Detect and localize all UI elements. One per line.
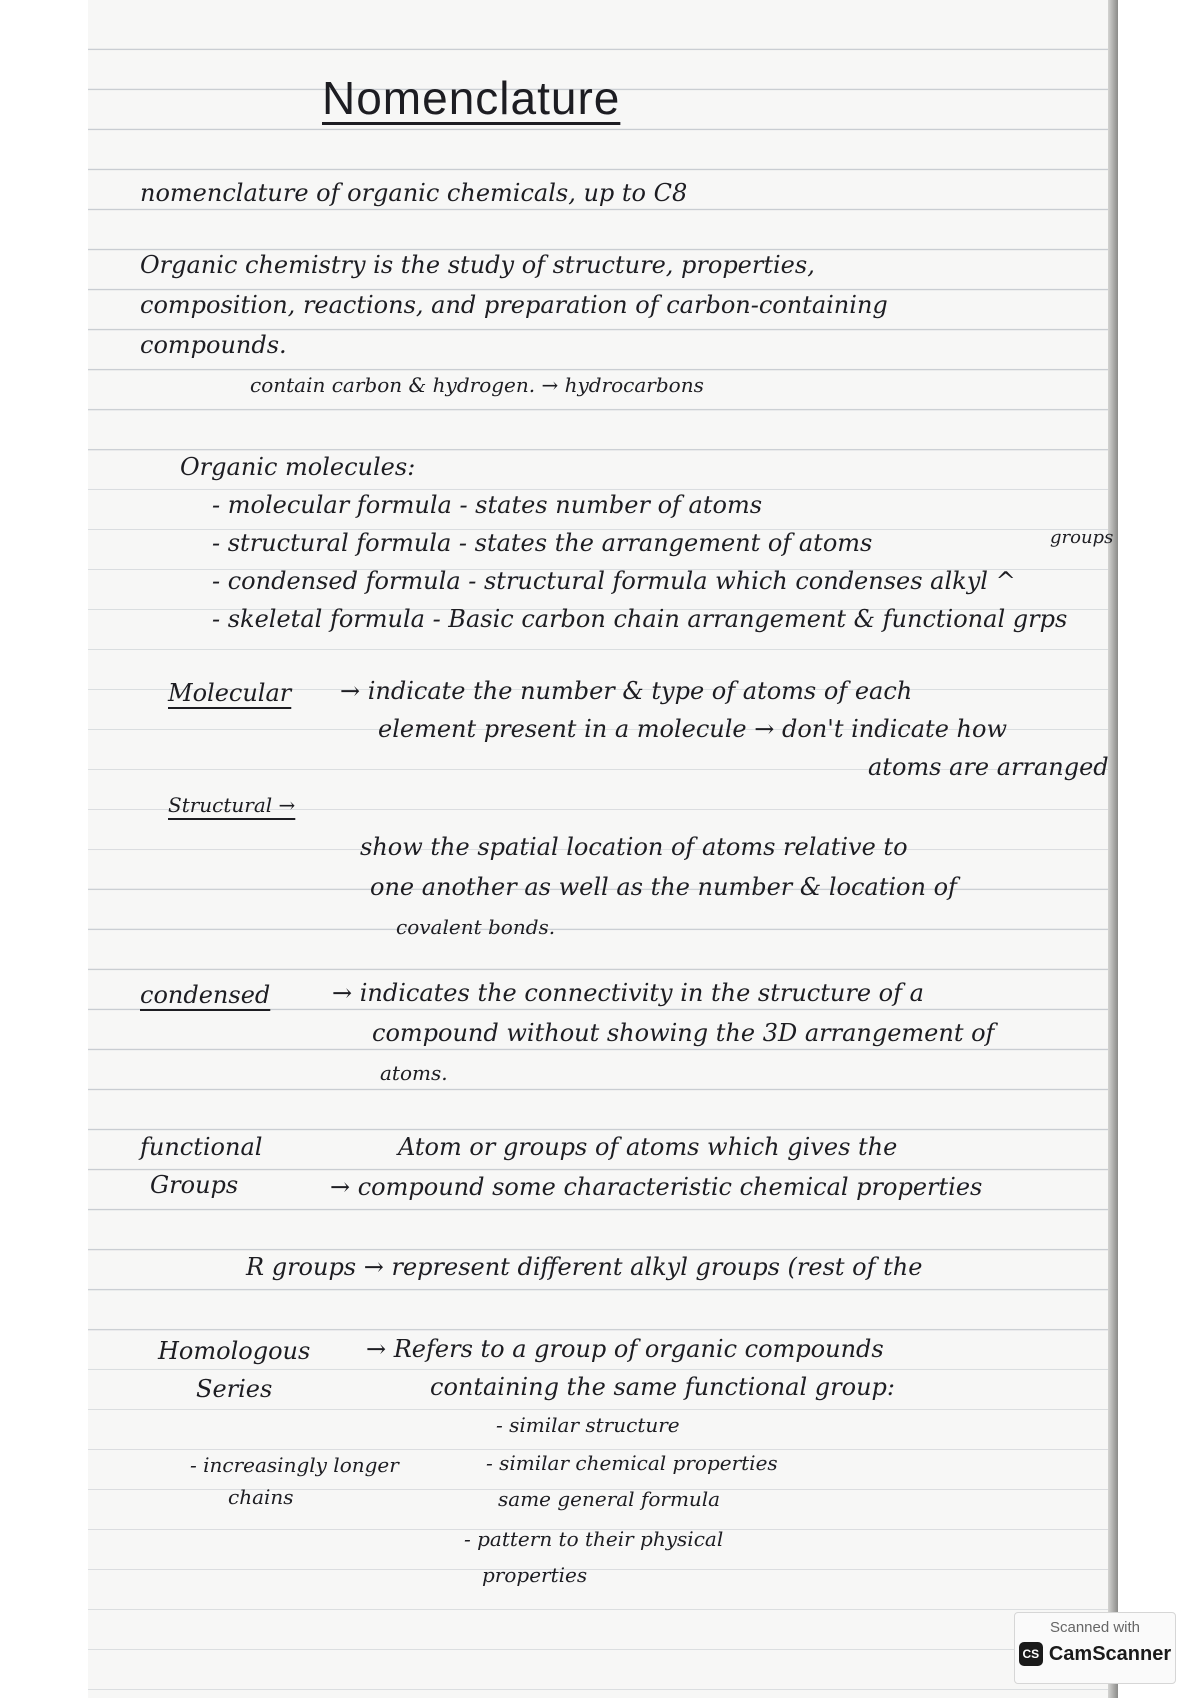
structural-label: Structural → — [168, 793, 296, 817]
condensed-label: condensed — [140, 981, 271, 1009]
condensed-line-2: compound without showing the 3D arrangement of — [372, 1019, 995, 1047]
subtitle: nomenclature of organic chemicals, up to C8 — [140, 179, 688, 207]
functional-label-2: Groups — [150, 1171, 239, 1199]
intro-line-3: compounds. — [140, 331, 287, 359]
molecular-line-2: element present in a molecule → don't indicate how — [378, 715, 1007, 743]
structural-line-2: one another as well as the number & location of — [370, 873, 957, 901]
homologous-line-1: → Refers to a group of organic compounds — [366, 1335, 884, 1363]
list-item: - molecular formula - states number of atoms — [212, 491, 763, 519]
condensed-line-1: → indicates the connectivity in the structure of a — [332, 979, 924, 1007]
homologous-label-1: Homologous — [158, 1337, 311, 1365]
homologous-list-item: - similar chemical properties — [486, 1451, 778, 1475]
list-item: - condensed formula - structural formula which condenses alkyl ^ — [212, 567, 1016, 595]
structural-line-1: show the spatial location of atoms relative to — [360, 833, 908, 861]
homologous-list-item: - similar structure — [496, 1413, 680, 1437]
homologous-list-item: - pattern to their physical — [464, 1527, 724, 1551]
functional-line-1: Atom or groups of atoms which gives the — [398, 1133, 898, 1161]
camscanner-logo-icon: CS — [1019, 1642, 1043, 1666]
list-item: - skeletal formula - Basic carbon chain arrangement & functional grps — [212, 605, 1068, 633]
list-item: - structural formula - states the arrangement of atoms — [212, 529, 873, 557]
watermark-brand-row — [1015, 1642, 1175, 1666]
condensed-line-3: atoms. — [380, 1061, 448, 1085]
homologous-list-item: same general formula — [498, 1487, 721, 1511]
intro-line-2: composition, reactions, and preparation of carbon-containing — [140, 291, 888, 319]
intro-line-4: contain carbon & hydrogen. → hydrocarbons — [250, 373, 704, 397]
homologous-line-2: containing the same functional group: — [430, 1373, 895, 1401]
molecular-label: Molecular — [168, 679, 292, 707]
organic-molecules-heading: Organic molecules: — [180, 453, 416, 481]
homologous-list-item: properties — [482, 1563, 588, 1587]
functional-line-2: → compound some characteristic chemical properties — [330, 1173, 983, 1201]
structural-line-3: covalent bonds. — [396, 915, 556, 939]
groups-note: groups — [1050, 527, 1114, 548]
molecular-line-1: → indicate the number & type of atoms of each — [340, 677, 913, 705]
watermark-caption: Scanned with — [1049, 1619, 1141, 1636]
intro-line-1: Organic chemistry is the study of structure, properties, — [140, 251, 815, 279]
functional-label-1: functional — [140, 1133, 263, 1161]
homologous-side-note-1: - increasingly longer — [190, 1453, 399, 1477]
page-title: Nomenclature — [322, 72, 621, 124]
r-groups-line: R groups → represent different alkyl groups (rest of the — [246, 1253, 923, 1281]
homologous-side-note-2: chains — [228, 1485, 294, 1509]
camscanner-watermark — [1014, 1612, 1176, 1684]
molecular-line-3: atoms are arranged — [868, 753, 1109, 781]
watermark-brand: CamScanner — [1048, 1642, 1172, 1665]
binding-edge — [1108, 0, 1118, 1698]
homologous-label-2: Series — [196, 1375, 273, 1403]
